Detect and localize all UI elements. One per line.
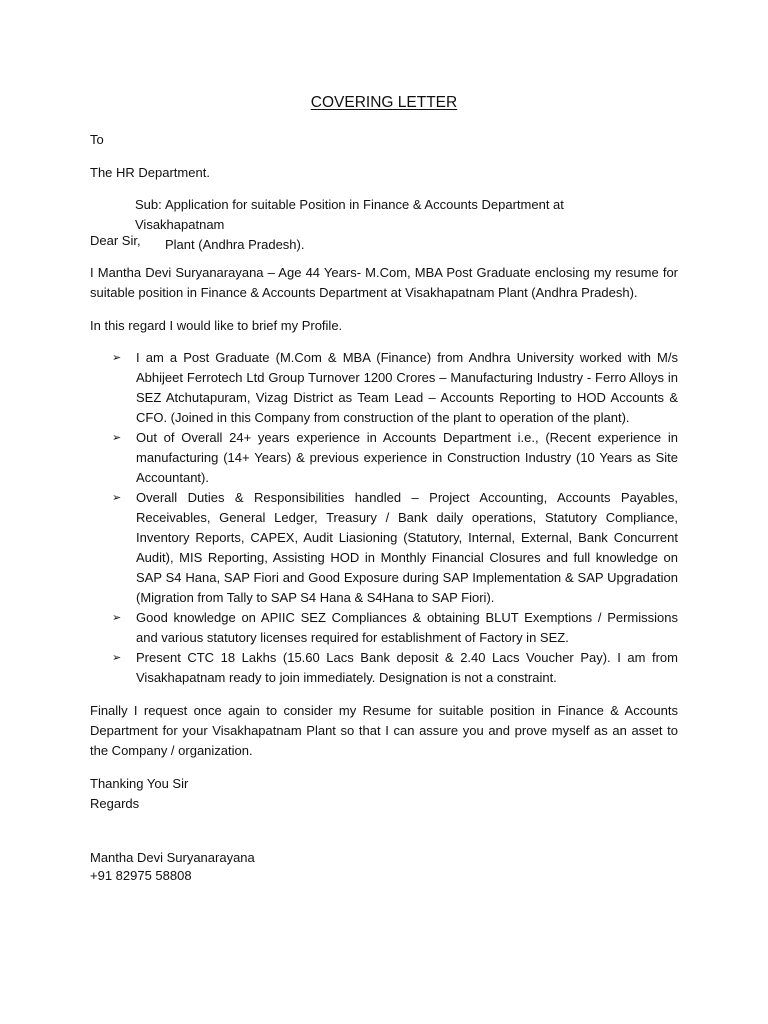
- subject-line-2: Plant (Andhra Pradesh).: [165, 237, 305, 252]
- list-item: [112, 348, 678, 428]
- intro-paragraph: I Mantha Devi Suryanarayana – Age 44 Years- M.Com, MBA Post Graduate enclosing my resume for suitable position in Finance & Accounts Department at Visakhapatnam Plant (Andhra Pradesh).: [90, 265, 678, 300]
- list-item: [112, 488, 678, 608]
- arrow-bullet-icon: ➢: [112, 652, 122, 664]
- page-title: COVERING LETTER: [310, 94, 458, 111]
- salutation: Dear Sir,: [90, 233, 141, 248]
- bullet-text: Overall Duties & Responsibilities handled – Project Accounting, Accounts Payables, Receivables, General Ledger, Treasury / Bank daily operations, Statutory Compliance, Inventory Reports, CAPEX, Audit Liasioning (Statutory, Internal, External, Bank Concurrent Audit), MIS Reporting, Assisting HOD in Monthly Financial Closures and full knowledge on SAP S4 Hana, SAP Fiori and Good Exposure during SAP Implementation & SAP Upgradation (Migration from Tally to SAP S4 Hana & S4Hana to SAP Fiori).: [136, 490, 678, 605]
- arrow-bullet-icon: ➢: [112, 612, 122, 624]
- bullet-text: Out of Overall 24+ years experience in Accounts Department i.e., (Recent experience in manufacturing (14+ Years) & previous experience in Construction Industry (10 Years as Site Accountant).: [136, 430, 678, 485]
- recipient-line: The HR Department.: [90, 165, 210, 180]
- list-item: [112, 648, 678, 688]
- thanks-line: Thanking You Sir: [90, 776, 189, 791]
- phone-number: +91 82975 58808: [90, 868, 192, 883]
- closing-paragraph: Finally I request once again to consider my Resume for suitable position in Finance & Accounts Department for your Visakhapatnam Plant so that I can assure you and prove myself as an asset to the Company / organization.: [90, 703, 678, 758]
- bullet-text: Present CTC 18 Lakhs (15.60 Lacs Bank deposit & 2.40 Lacs Voucher Pay). I am from Visakhapatnam ready to join immediately. Designation is not a constraint.: [136, 650, 678, 685]
- bullet-text: I am a Post Graduate (M.Com & MBA (Finance) from Andhra University worked with M/s Abhijeet Ferrotech Ltd Group Turnover 1200 Crores – Manufacturing Industry - Ferro Alloys in SEZ Atchutapuram, Vizag District as Team Lead – Accounts Reporting to HOD Accounts & CFO. (Joined in this Company from construction of the plant to operation of the plant).: [136, 350, 678, 425]
- subject-line-1: Application for suitable Position in Finance & Accounts Department at Visakhapatnam: [135, 197, 564, 232]
- signatory-name: Mantha Devi Suryanarayana: [90, 850, 255, 865]
- to-line: To: [90, 132, 104, 147]
- list-item: [112, 608, 678, 648]
- profile-bullet-list: [112, 348, 678, 688]
- subject-label: Sub:: [135, 197, 162, 212]
- bullet-text: Good knowledge on APIIC SEZ Compliances & obtaining BLUT Exemptions / Permissions and various statutory licenses required for establishment of Factory in SEZ.: [136, 610, 678, 645]
- arrow-bullet-icon: ➢: [112, 492, 122, 504]
- arrow-bullet-icon: ➢: [112, 352, 122, 364]
- list-item: [112, 428, 678, 488]
- brief-line: In this regard I would like to brief my Profile.: [90, 318, 343, 333]
- regards-line: Regards: [90, 796, 140, 811]
- arrow-bullet-icon: ➢: [112, 432, 122, 444]
